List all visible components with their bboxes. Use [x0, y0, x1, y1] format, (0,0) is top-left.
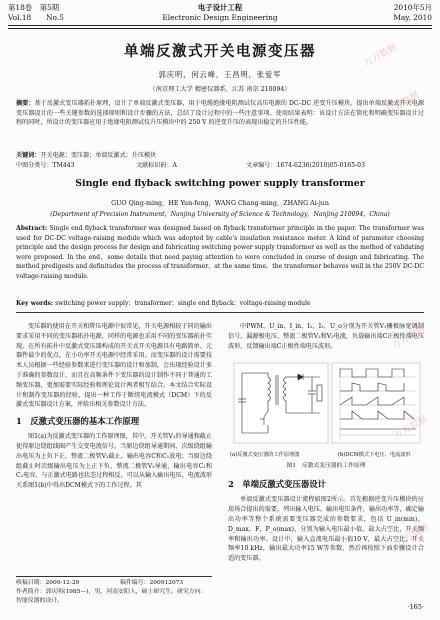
figure-1a-caption: (a)反激式变压器的工作原理图: [230, 452, 300, 459]
figure-1b-caption: (b)DCM模式下电压、电流波形: [338, 452, 411, 459]
intro-paragraph: 变压器的使用在开关和降压电源中很常见，开关电源相较于同的输出要求采用不同的变压器拓扑电源，同样的电源也采用不同的变压器拓扑实现。在所有拓扑中反激式变压器构成的开关式开关电源具有电路简单、元器件最少的优点，在小功率开关电源中经常采用。而变压器的设计需要技术人员根据一些经验参数来进行变压器的设计和加制，会出现经验设计多于准确的参数设计，而且在高频条件下变压器的设计制作不同于普通的工频变压器，更加需要实际经验和理论设计两者相互结合，本文结合实际设计和制作变压器的经验，提出一种工作于断续电流模式（DCM）下的反激式变压器设计方案，并给出相关参数设计方法。: [16, 323, 212, 409]
doc-code: 文献标识码：A: [136, 162, 177, 169]
affiliation-en: (Department of Precision Instrument，Nanjing University of Science & Technology，Nanjing 210094，China): [50, 211, 390, 218]
figure-1-drawing: [228, 355, 424, 455]
article-number: 文章编号：1674-6236(2010)05-0165-03: [246, 162, 365, 169]
section-1-paragraph: 图1(a)为反激式变压器的工作原理图，其中，开关管V₁的导通和截止使得原边绕组线圈产生交变电流信号，当原边绕组导通期间，次级绕组输出电压为上负下正，整流二极管V₂截止，输出电容C和C₁放电；当原边绕组截止时次级输出电压为上正下负，整流二极管V₂导通，输出电容C₁和C₂电容，与正激式电路也状态过程相反。可以从输入输出电压、电流波形关系图1(b)中得出DCM模式下的工作过程。其: [16, 433, 213, 490]
paper-title-en: Single end flyback switching power supply transformer: [75, 178, 365, 189]
affiliation-cn: （南京理工大学 精密仪器系，江苏 南京 210094）: [149, 86, 291, 93]
authors-cn: 郭庆明，何云峰，王昌明，张爱军: [158, 70, 282, 79]
watermark: 万方数据: [392, 414, 429, 442]
abstract-en: [16, 224, 424, 282]
header-rule-thin: [8, 28, 432, 29]
footnote-dates: [16, 579, 212, 588]
body-column-left: [16, 322, 212, 491]
dcm-waveforms: [332, 363, 420, 443]
header-volume-en: Vol.18 No.5: [8, 13, 64, 22]
figure-1-caption: 图1 反激式变压器的工作原理: [286, 463, 366, 470]
abstract-cn: [16, 99, 424, 128]
running-header: [8, 3, 432, 27]
classification-cn: [16, 161, 424, 171]
header-date-cn: 2010年5月: [393, 3, 432, 12]
abstract-en-text: Single end flyback transformer was designed based on flyback transformer principle in the paper. The transformer was used for DC-DC voltage-raising module which was adopted by cable's insulation resistance meter. A kind of parameter choosing principle and the design process for design and fabricating switching power supply transformer as well as the method of validating were proposed. In the end，some details that need paying attention to were concluded in course of design and fabricating. The method predigests and definitudes the process of transformer，at the same time，the transformer behaves well in the 250V DC-DC voltage-raising module.: [16, 225, 424, 280]
keywords-cn: [16, 151, 424, 161]
header-journal-en: Electronic Design Engineering: [162, 13, 278, 22]
footnote-rule: [16, 576, 212, 577]
keywords-en: [16, 299, 424, 309]
author-bio: 作者简介：郭庆明(1985—)，男，河南安阳人，硕士研究生。研究方向：智能仪器的设计。: [16, 589, 207, 604]
abstract-en-label: Abstract:: [16, 225, 48, 232]
page-number: ·165·: [407, 603, 424, 611]
flyback-circuit-schematic: [234, 363, 328, 443]
watermark: 万方数据: [390, 324, 427, 352]
header-rule: [8, 25, 432, 26]
clc-number: 中图分类号：TM443: [16, 162, 75, 169]
watermark: 万方数据: [394, 522, 431, 550]
header-journal-cn: 电子设计工程: [197, 3, 243, 12]
header-right: [393, 3, 432, 23]
section-2-heading: 2 单端反激式变压器设计: [228, 479, 326, 490]
abstract-separator: [16, 312, 424, 313]
watermark: 万方数据: [362, 42, 399, 70]
paper-title-cn: 单端反激式开关电源变压器: [124, 43, 316, 60]
keywords-cn-label: 关键词：: [16, 152, 41, 159]
footnote: [16, 579, 212, 606]
section-1-heading: 1 反激式变压器的基本工作原理: [16, 416, 140, 427]
header-volume-cn: 第18卷 第5期: [8, 3, 60, 12]
waveform-description: 中PWM、U_in、I_in、I₁、I₂、U_o分别为开关管V₁栅极脉宽调制信号，漏源极电压，整流二极管V₂和V₃电流，负载输出端C正极性端电压波形，反馈输出端C正极性端电压波形。: [228, 323, 424, 350]
received-date: 收稿日期：2009-12-29: [16, 580, 80, 586]
keywords-en-text: switching power supply；transformer；single end flyback；voltage-raising module: [53, 300, 311, 307]
header-date-en: May. 2010: [393, 13, 432, 22]
watermark: 万方数据: [384, 90, 421, 118]
abstract-cn-label: 摘要：: [16, 100, 35, 107]
abstract-cn-text: 基于反激式变压器拓扑原理，设计了单端反激式变压器，用于电缆绝缘电阻测试仪高压电源的 DC–DC 逆变升压模块。提出单端反激式开关电源变压器设计的一些关键参数的选择原则和设计步骤的方法，总结了设计过程中的一些注意事项。使用结果表明：该设计方法在简化和明确变压器设计过程的同时，所设计的变压器应用于绝缘电阻测试仪升压模块中的 250 V 的逆变升压的表现出稳定的升压性能。: [16, 100, 424, 127]
authors-en: GUO Qing-ming，HE Yun-feng，WANG Chang-ming，ZHANG Ai-jun: [111, 200, 329, 207]
manuscript-number: 稿件编号：200912073: [120, 580, 184, 586]
keywords-en-label: Key words:: [16, 300, 54, 307]
figure-1: [228, 355, 424, 473]
section-2-paragraph: 单端反激式变压器设计流程如图2所示。首先根据逆变升压模块的应用场合提出的需要，列出输入电压、输出电压条件，输出功率等，确定输出功率等整个系统需要变压器完成的参数要求，包括 U_in(min)，D_max，F，P_o(max)，分别为输入电压最小值，最大占空比，开关频率和输出功率。设计中，输入直流电压最小值10 V，最大占空比，开关频率10 kHz，输出最大功率15 W等参数，然后再按照下面步骤设计合适的变压器。: [228, 496, 424, 563]
keywords-cn-text: 开关电源；变压器；单端反激式；升压模块: [40, 152, 157, 159]
header-center: [8, 3, 432, 23]
body-column-right: [228, 322, 424, 564]
